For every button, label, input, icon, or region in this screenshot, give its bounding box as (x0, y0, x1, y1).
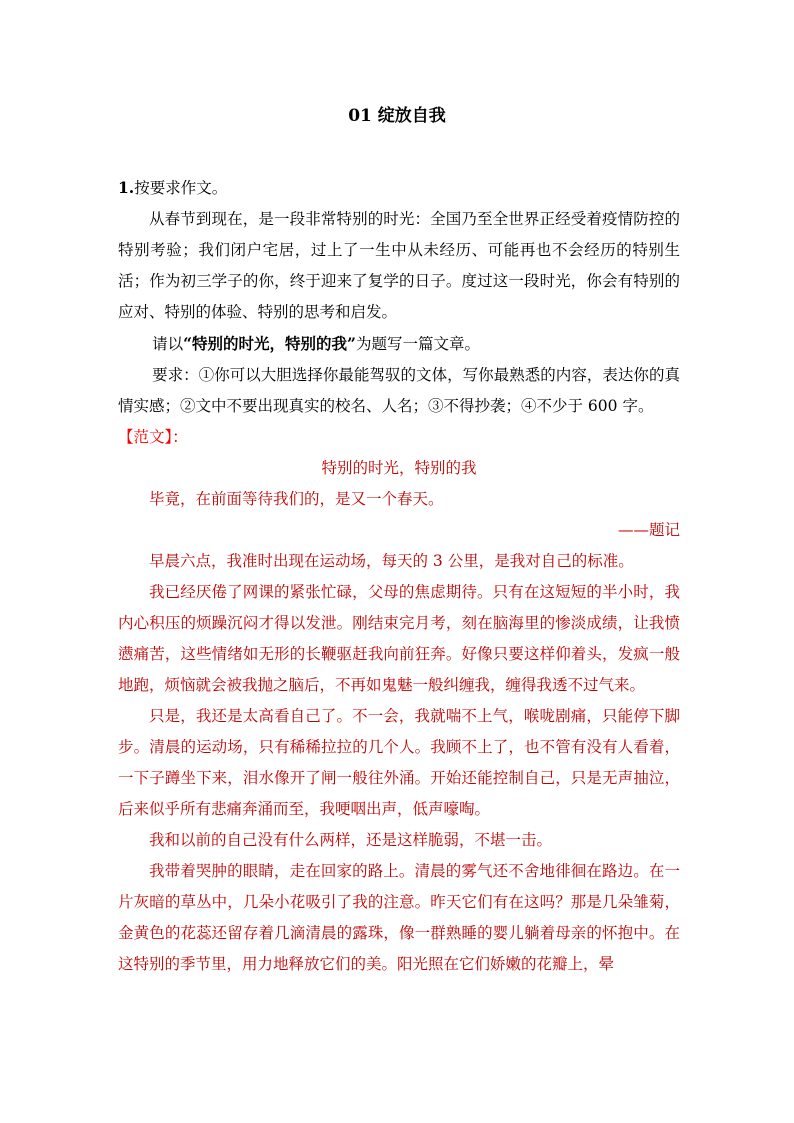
sample-label-suffix: ： (172, 428, 188, 446)
instruction-topic: “特别的时光，特别的我” (183, 334, 356, 353)
essay-paragraph: 早晨六点，我准时出现在运动场，每天的 3 公里，是我对自己的标准。 (149, 552, 634, 570)
instruction-after: 为题写一篇文章。 (355, 335, 480, 353)
question-requirements: 要求：①你可以大胆选择你最能驾驭的文体，写你最熟悉的内容，表达你的真情实感；②文中不要出现真实的校名、人名；③不得抄袭；④不少于 600 字。 (118, 366, 680, 415)
question-number: 1. (118, 178, 135, 197)
sample-label-line (118, 422, 680, 453)
essay-paragraph: 只是，我还是太高看自己了。不一会，我就喘不上气，喉咙剧痛，只能停下脚步。清晨的运动场，只有稀稀拉拉的几个人。我顾不上了，也不管有没有人看着，一下子蹲坐下来，泪水像开了闸一般往外涌。开始还能控制自己，只是无声抽泣，后来似乎所有悲痛奔涌而至，我哽咽出声，低声嚎啕。 (118, 707, 680, 818)
sample-label: 【范文】 (118, 428, 173, 446)
question-instruction (118, 328, 680, 360)
document-body (118, 172, 680, 980)
essay-paragraph: 我带着哭肿的眼睛，走在回家的路上。清晨的雾气还不舍地徘徊在路边。在一片灰暗的草丛中，几朵小花吸引了我的注意。昨天它们有在这吗？那是几朵雏菊，金黄色的花蕊还留存着几滴清晨的露珠，像一群熟睡的婴儿躺着母亲的怀抱中。在这特别的季节里，用力地释放它们的美。阳光照在它们娇嫩的花瓣上，晕 (118, 862, 680, 973)
essay-title: 特别的时光，特别的我 (321, 459, 477, 477)
page-title: 01 绽放自我 (348, 106, 446, 126)
question-material: 从春节到现在，是一段非常特别的时光：全国乃至全世界正经受着疫情防控的特别考验；我们闭户宅居，过上了一生中从未经历、可能再也不会经历的特别生活；作为初三学子的你，终于迎来了复学的日子。度过这一段时光，你会有特别的应对、特别的体验、特别的思考和启发。 (118, 210, 680, 321)
essay-paragraph: 我已经厌倦了网课的紧张忙碌，父母的焦虑期待。只有在这短短的半小时，我内心积压的烦躁沉闷才得以发泄。刚结束完月考，刻在脑海里的惨淡成绩，让我愤懑痛苦，这些情绪如无形的长鞭驱赶我向前狂奔。好像只要这样仰着头，发疯一般地跑，烦恼就会被我抛之脑后，不再如鬼魅一般纠缠我，缠得我透不过气来。 (118, 583, 680, 694)
essay-paragraph: 我和以前的自己没有什么两样，还是这样脆弱，不堪一击。 (149, 831, 553, 849)
essay-epigraph: 毕竟，在前面等待我们的，是又一个春天。 (149, 490, 444, 508)
instruction-before: 请以 (152, 335, 184, 353)
essay-epigraph-source: ——题记 (617, 521, 680, 539)
question-prompt: 按要求作文。 (134, 179, 228, 197)
question-heading (118, 172, 680, 204)
